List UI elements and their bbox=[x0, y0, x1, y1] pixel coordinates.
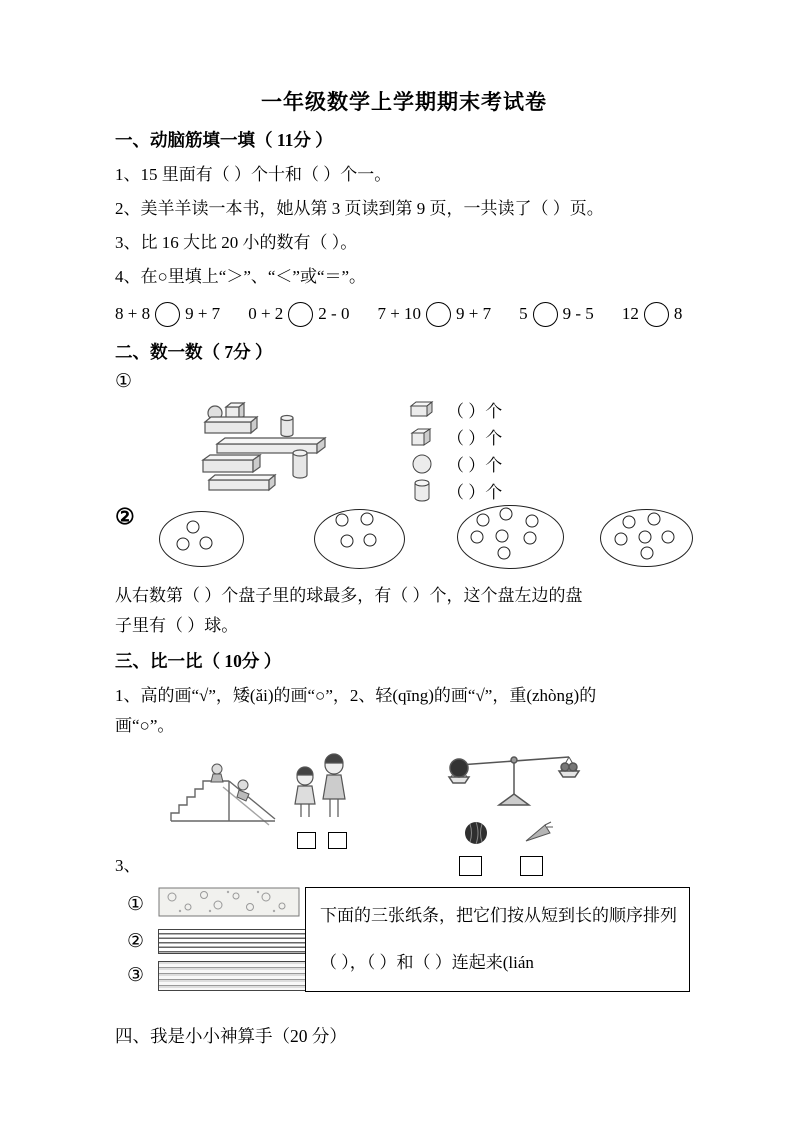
shape-count-blank: （ ）个 bbox=[447, 483, 503, 502]
ball bbox=[340, 535, 353, 548]
plate bbox=[159, 511, 244, 567]
shape-count-blank: （ ）个 bbox=[447, 402, 503, 421]
ball bbox=[622, 516, 635, 529]
ball bbox=[477, 513, 490, 526]
page-title: 一年级数学上学期期末考试卷 bbox=[261, 90, 547, 114]
section4-header: 四、我是小小神算手（20 分） bbox=[115, 1026, 347, 1046]
answer-box[interactable] bbox=[459, 856, 482, 876]
slide-kids-image bbox=[163, 743, 283, 833]
paper-strip-1 bbox=[158, 887, 300, 922]
comparison-left-expression: 8 + 8 bbox=[115, 304, 151, 323]
ball bbox=[177, 538, 190, 551]
shape-count-blank: （ ）个 bbox=[447, 429, 503, 448]
comparison-left-expression: 7 + 10 bbox=[377, 304, 422, 323]
comparison-answer-circle[interactable] bbox=[155, 302, 180, 327]
sphere-icon bbox=[407, 453, 437, 475]
shape-count-row bbox=[407, 450, 502, 477]
comparison-right-expression: 9 + 7 bbox=[185, 304, 221, 323]
shape-count-list bbox=[407, 396, 502, 504]
ball bbox=[470, 531, 483, 544]
ordering-text-line2: （ ），（ ）和（ ）连起来(lián bbox=[320, 953, 534, 972]
ball bbox=[335, 514, 348, 527]
watermelon-icon bbox=[463, 820, 489, 851]
paper-strip-2 bbox=[158, 929, 306, 954]
plate bbox=[457, 505, 564, 569]
shape-count-row bbox=[407, 477, 502, 504]
carrot-icon bbox=[523, 821, 553, 850]
ball bbox=[647, 512, 660, 525]
standing-kids-group bbox=[289, 743, 355, 849]
comparison-answer-circle[interactable] bbox=[426, 302, 451, 327]
ball bbox=[662, 530, 675, 543]
comparison-answer-circle[interactable] bbox=[533, 302, 558, 327]
comparison-item bbox=[248, 302, 349, 327]
comparison-item bbox=[622, 302, 683, 327]
ordering-text-line1: 下面的三张纸条，把它们按从短到长的顺序排列 bbox=[320, 906, 677, 925]
question-1-4: 4、在○里填上“＞”、“＜”或“＝”。 bbox=[115, 267, 367, 286]
paper-strips-section bbox=[115, 887, 693, 1005]
comparison-right-expression: 9 - 5 bbox=[562, 304, 594, 323]
answer-box[interactable] bbox=[328, 832, 347, 849]
plate bbox=[314, 509, 405, 569]
shape-count-row bbox=[407, 396, 502, 423]
standing-kids-image bbox=[289, 743, 355, 828]
balance-group bbox=[437, 743, 592, 876]
shape-count-row bbox=[407, 423, 502, 450]
comparison-right-expression: 9 + 7 bbox=[456, 304, 492, 323]
compare-question-line1: 1、高的画“√”，矮(ǎi)的画“○”，2、轻(qīng)的画“√”，重(zhòng)的 bbox=[115, 686, 597, 705]
ball bbox=[360, 513, 373, 526]
strip-3-label: ③ bbox=[127, 965, 145, 986]
counting-figure-row bbox=[115, 396, 693, 501]
ball bbox=[615, 533, 628, 546]
compare-question-line2: 画“○”。 bbox=[115, 716, 175, 735]
item-1-label: ① bbox=[115, 371, 133, 392]
comparison-item bbox=[519, 302, 594, 327]
comparison-row bbox=[115, 300, 693, 328]
blocks-figure-image bbox=[195, 396, 345, 506]
strip-2-label: ② bbox=[127, 930, 145, 952]
question-3-3-label: 3、 bbox=[115, 856, 141, 875]
shape-count-blank: （ ）个 bbox=[447, 456, 503, 475]
balance-scale-image bbox=[437, 743, 592, 818]
comparison-item bbox=[115, 302, 220, 327]
comparison-left-expression: 0 + 2 bbox=[248, 304, 284, 323]
section1-header: 一、动脑筋填一填（ 11分 ） bbox=[115, 130, 333, 150]
answer-box[interactable] bbox=[297, 832, 316, 849]
cylinder-icon bbox=[407, 478, 437, 504]
plates-question-line1: 从右数第（ ）个盘子里的球最多，有（ ）个，这个盘左边的盘 bbox=[115, 586, 583, 605]
comparison-item bbox=[377, 302, 491, 327]
plate bbox=[600, 509, 693, 567]
ball bbox=[364, 534, 377, 547]
item-2-label: ② bbox=[115, 504, 135, 529]
weight-items-row bbox=[463, 820, 592, 851]
ball bbox=[525, 514, 538, 527]
section3-header: 三、比一比（ 10分 ） bbox=[115, 651, 282, 671]
weight-answer-boxes bbox=[459, 856, 592, 876]
comparison-pictures-row bbox=[163, 743, 693, 843]
ball bbox=[640, 546, 653, 559]
comparison-left-expression: 12 bbox=[621, 304, 639, 323]
plates-question-line2: 子里有（ ）球。 bbox=[115, 616, 239, 635]
paper-strip-3 bbox=[158, 961, 306, 991]
ball bbox=[496, 529, 509, 542]
comparison-answer-circle[interactable] bbox=[288, 302, 313, 327]
comparison-right-expression: 8 bbox=[673, 304, 683, 323]
comparison-answer-circle[interactable] bbox=[644, 302, 669, 327]
ball bbox=[498, 547, 511, 560]
ball bbox=[187, 521, 200, 534]
question-1-3: 3、比 16 大比 20 小的数有（ ）。 bbox=[115, 233, 358, 252]
ball bbox=[638, 530, 651, 543]
question-1-1: 1、15 里面有（ ）个十和（ ）个一。 bbox=[115, 165, 392, 184]
question-1-2: 2、美羊羊读一本书，她从第 3 页读到第 9 页，一共读了（ ）页。 bbox=[115, 199, 604, 218]
comparison-left-expression: 5 bbox=[519, 304, 528, 323]
height-answer-boxes bbox=[297, 832, 347, 849]
comparison-right-expression: 2 - 0 bbox=[318, 304, 350, 323]
cuboid-icon bbox=[407, 400, 437, 420]
section2-header: 二、数一数（ 7分 ） bbox=[115, 342, 273, 362]
strip-1-label: ① bbox=[127, 893, 145, 915]
answer-box[interactable] bbox=[520, 856, 543, 876]
cube-icon bbox=[407, 426, 437, 448]
ball bbox=[200, 537, 213, 550]
ball bbox=[500, 508, 513, 521]
ball bbox=[523, 532, 536, 545]
ordering-instruction-box bbox=[305, 887, 690, 992]
plates-row bbox=[115, 505, 693, 573]
